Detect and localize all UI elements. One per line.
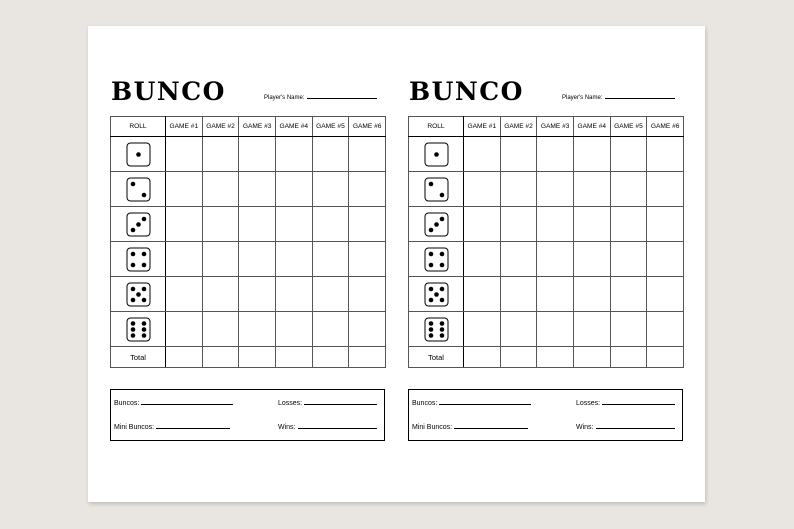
score-cell[interactable]	[647, 207, 684, 242]
losses-line[interactable]	[304, 399, 377, 405]
score-cell[interactable]	[647, 242, 684, 277]
total-row	[409, 347, 684, 368]
score-cell[interactable]	[166, 347, 203, 368]
roll-cell	[111, 242, 166, 277]
score-cell[interactable]	[312, 172, 349, 207]
mini-buncos-field[interactable]	[412, 423, 528, 431]
buncos-label: Buncos:	[114, 400, 140, 407]
score-cell[interactable]	[202, 207, 239, 242]
score-cell[interactable]	[537, 137, 574, 172]
roll-cell	[111, 207, 166, 242]
roll-cell	[409, 312, 464, 347]
die-six-icon	[126, 317, 151, 342]
score-cell[interactable]	[500, 207, 537, 242]
score-cell[interactable]	[239, 207, 276, 242]
column-header-game-3: GAME #3	[239, 117, 276, 137]
losses-label: Losses:	[576, 400, 601, 407]
column-header-game-5: GAME #5	[610, 117, 647, 137]
die-one-icon	[424, 142, 449, 167]
die-four-icon	[424, 247, 449, 272]
die-two-icon	[126, 177, 151, 202]
score-cell[interactable]	[166, 172, 203, 207]
wins-label: Wins:	[576, 424, 594, 431]
dice-row	[409, 137, 684, 172]
score-cell[interactable]	[464, 172, 501, 207]
score-cell[interactable]	[500, 242, 537, 277]
score-cell[interactable]	[573, 242, 610, 277]
score-cell[interactable]	[464, 137, 501, 172]
score-cell[interactable]	[275, 347, 312, 368]
score-cell[interactable]	[349, 242, 386, 277]
score-cell[interactable]	[610, 277, 647, 312]
wins-field[interactable]	[576, 423, 675, 431]
buncos-field[interactable]	[412, 399, 531, 407]
score-cell[interactable]	[239, 277, 276, 312]
score-cell[interactable]	[275, 207, 312, 242]
roll-cell	[111, 172, 166, 207]
die-three-icon	[126, 212, 151, 237]
score-cell[interactable]	[349, 137, 386, 172]
score-cell[interactable]	[166, 312, 203, 347]
roll-cell	[409, 242, 464, 277]
score-cell[interactable]	[349, 312, 386, 347]
dice-row	[409, 242, 684, 277]
score-cell[interactable]	[610, 207, 647, 242]
score-cell[interactable]	[464, 277, 501, 312]
score-cell[interactable]	[239, 312, 276, 347]
column-header-roll: ROLL	[409, 117, 464, 137]
score-cell[interactable]	[500, 172, 537, 207]
score-cell[interactable]	[349, 172, 386, 207]
score-cell[interactable]	[573, 207, 610, 242]
bunco-sheet-right	[408, 26, 684, 502]
player-name-field[interactable]	[264, 93, 377, 101]
dice-row	[409, 172, 684, 207]
roll-cell	[409, 137, 464, 172]
score-cell[interactable]	[349, 207, 386, 242]
column-header-game-1: GAME #1	[166, 117, 203, 137]
die-six-icon	[424, 317, 449, 342]
header-row	[409, 117, 684, 137]
buncos-field[interactable]	[114, 399, 233, 407]
column-header-game-6: GAME #6	[349, 117, 386, 137]
score-table	[408, 116, 684, 368]
score-table	[110, 116, 386, 368]
score-cell[interactable]	[239, 137, 276, 172]
dice-row	[111, 137, 386, 172]
score-cell[interactable]	[610, 172, 647, 207]
dice-row	[111, 207, 386, 242]
die-three-icon	[424, 212, 449, 237]
score-cell[interactable]	[275, 277, 312, 312]
die-five-icon	[126, 282, 151, 307]
die-four-icon	[126, 247, 151, 272]
column-header-game-3: GAME #3	[537, 117, 574, 137]
sheet-title: BUNCO	[111, 77, 226, 106]
score-cell[interactable]	[312, 242, 349, 277]
summary-box	[110, 389, 385, 441]
losses-line[interactable]	[602, 399, 675, 405]
score-cell[interactable]	[166, 242, 203, 277]
score-cell[interactable]	[537, 242, 574, 277]
score-cell[interactable]	[500, 312, 537, 347]
dice-row	[111, 242, 386, 277]
score-cell[interactable]	[202, 172, 239, 207]
sheet-title: BUNCO	[409, 77, 524, 106]
buncos-label: Buncos:	[412, 400, 438, 407]
column-header-game-4: GAME #4	[275, 117, 312, 137]
buncos-line[interactable]	[439, 399, 531, 405]
score-cell[interactable]	[500, 347, 537, 368]
score-cell[interactable]	[275, 242, 312, 277]
score-cell[interactable]	[275, 137, 312, 172]
roll-cell	[409, 172, 464, 207]
dice-row	[111, 172, 386, 207]
dice-row	[111, 277, 386, 312]
score-cell[interactable]	[573, 137, 610, 172]
score-cell[interactable]	[464, 347, 501, 368]
score-cell[interactable]	[312, 137, 349, 172]
losses-field[interactable]	[278, 399, 377, 407]
column-header-game-2: GAME #2	[202, 117, 239, 137]
mini-buncos-line[interactable]	[156, 423, 230, 429]
score-cell[interactable]	[202, 347, 239, 368]
score-cell[interactable]	[464, 312, 501, 347]
column-header-roll: ROLL	[111, 117, 166, 137]
score-cell[interactable]	[537, 277, 574, 312]
losses-label: Losses:	[278, 400, 303, 407]
column-header-game-6: GAME #6	[647, 117, 684, 137]
score-cell[interactable]	[275, 312, 312, 347]
score-cell[interactable]	[275, 172, 312, 207]
score-cell[interactable]	[312, 312, 349, 347]
score-cell[interactable]	[500, 137, 537, 172]
dice-row	[409, 312, 684, 347]
score-cell[interactable]	[500, 277, 537, 312]
total-row	[111, 347, 386, 368]
score-cell[interactable]	[647, 172, 684, 207]
die-two-icon	[424, 177, 449, 202]
score-cell[interactable]	[312, 277, 349, 312]
header-row	[111, 117, 386, 137]
player-name-label: Player's Name:	[562, 95, 603, 101]
wins-field[interactable]	[278, 423, 377, 431]
buncos-line[interactable]	[141, 399, 233, 405]
score-cell[interactable]	[537, 312, 574, 347]
losses-field[interactable]	[576, 399, 675, 407]
dice-row	[111, 312, 386, 347]
total-label: Total	[409, 347, 464, 368]
score-cell[interactable]	[239, 172, 276, 207]
wins-line[interactable]	[298, 423, 377, 429]
score-cell[interactable]	[647, 347, 684, 368]
roll-cell	[111, 137, 166, 172]
score-cell[interactable]	[610, 137, 647, 172]
dice-row	[409, 277, 684, 312]
score-cell[interactable]	[537, 347, 574, 368]
score-cell[interactable]	[647, 137, 684, 172]
score-cell[interactable]	[166, 277, 203, 312]
score-cell[interactable]	[573, 277, 610, 312]
score-cell[interactable]	[610, 347, 647, 368]
roll-cell	[111, 312, 166, 347]
player-name-line[interactable]	[307, 93, 377, 99]
score-cell[interactable]	[166, 207, 203, 242]
bunco-sheet-left	[110, 26, 386, 502]
score-cell[interactable]	[166, 137, 203, 172]
score-cell[interactable]	[573, 312, 610, 347]
score-cell[interactable]	[312, 347, 349, 368]
score-cell[interactable]	[537, 172, 574, 207]
score-cell[interactable]	[537, 207, 574, 242]
score-cell[interactable]	[202, 242, 239, 277]
mini-buncos-line[interactable]	[454, 423, 528, 429]
score-cell[interactable]	[312, 207, 349, 242]
score-cell[interactable]	[239, 242, 276, 277]
score-cell[interactable]	[202, 312, 239, 347]
wins-line[interactable]	[596, 423, 675, 429]
dice-row	[409, 207, 684, 242]
mini-buncos-label: Mini Buncos:	[412, 424, 453, 431]
score-cell[interactable]	[202, 277, 239, 312]
player-name-field[interactable]	[562, 93, 675, 101]
summary-box	[408, 389, 683, 441]
score-cell[interactable]	[464, 207, 501, 242]
roll-cell	[409, 207, 464, 242]
column-header-game-4: GAME #4	[573, 117, 610, 137]
score-cell[interactable]	[573, 347, 610, 368]
mini-buncos-label: Mini Buncos:	[114, 424, 155, 431]
die-one-icon	[126, 142, 151, 167]
roll-cell	[409, 277, 464, 312]
score-cell[interactable]	[464, 242, 501, 277]
roll-cell	[111, 277, 166, 312]
score-cell[interactable]	[573, 172, 610, 207]
player-name-label: Player's Name:	[264, 95, 305, 101]
score-cell[interactable]	[202, 137, 239, 172]
die-five-icon	[424, 282, 449, 307]
wins-label: Wins:	[278, 424, 296, 431]
score-cell[interactable]	[239, 347, 276, 368]
column-header-game-1: GAME #1	[464, 117, 501, 137]
mini-buncos-field[interactable]	[114, 423, 230, 431]
column-header-game-2: GAME #2	[500, 117, 537, 137]
score-cell[interactable]	[610, 312, 647, 347]
score-cell[interactable]	[349, 347, 386, 368]
column-header-game-5: GAME #5	[312, 117, 349, 137]
score-cell[interactable]	[647, 312, 684, 347]
score-sheet-paper	[88, 26, 705, 502]
total-label: Total	[111, 347, 166, 368]
score-cell[interactable]	[610, 242, 647, 277]
score-cell[interactable]	[349, 277, 386, 312]
score-cell[interactable]	[647, 277, 684, 312]
player-name-line[interactable]	[605, 93, 675, 99]
